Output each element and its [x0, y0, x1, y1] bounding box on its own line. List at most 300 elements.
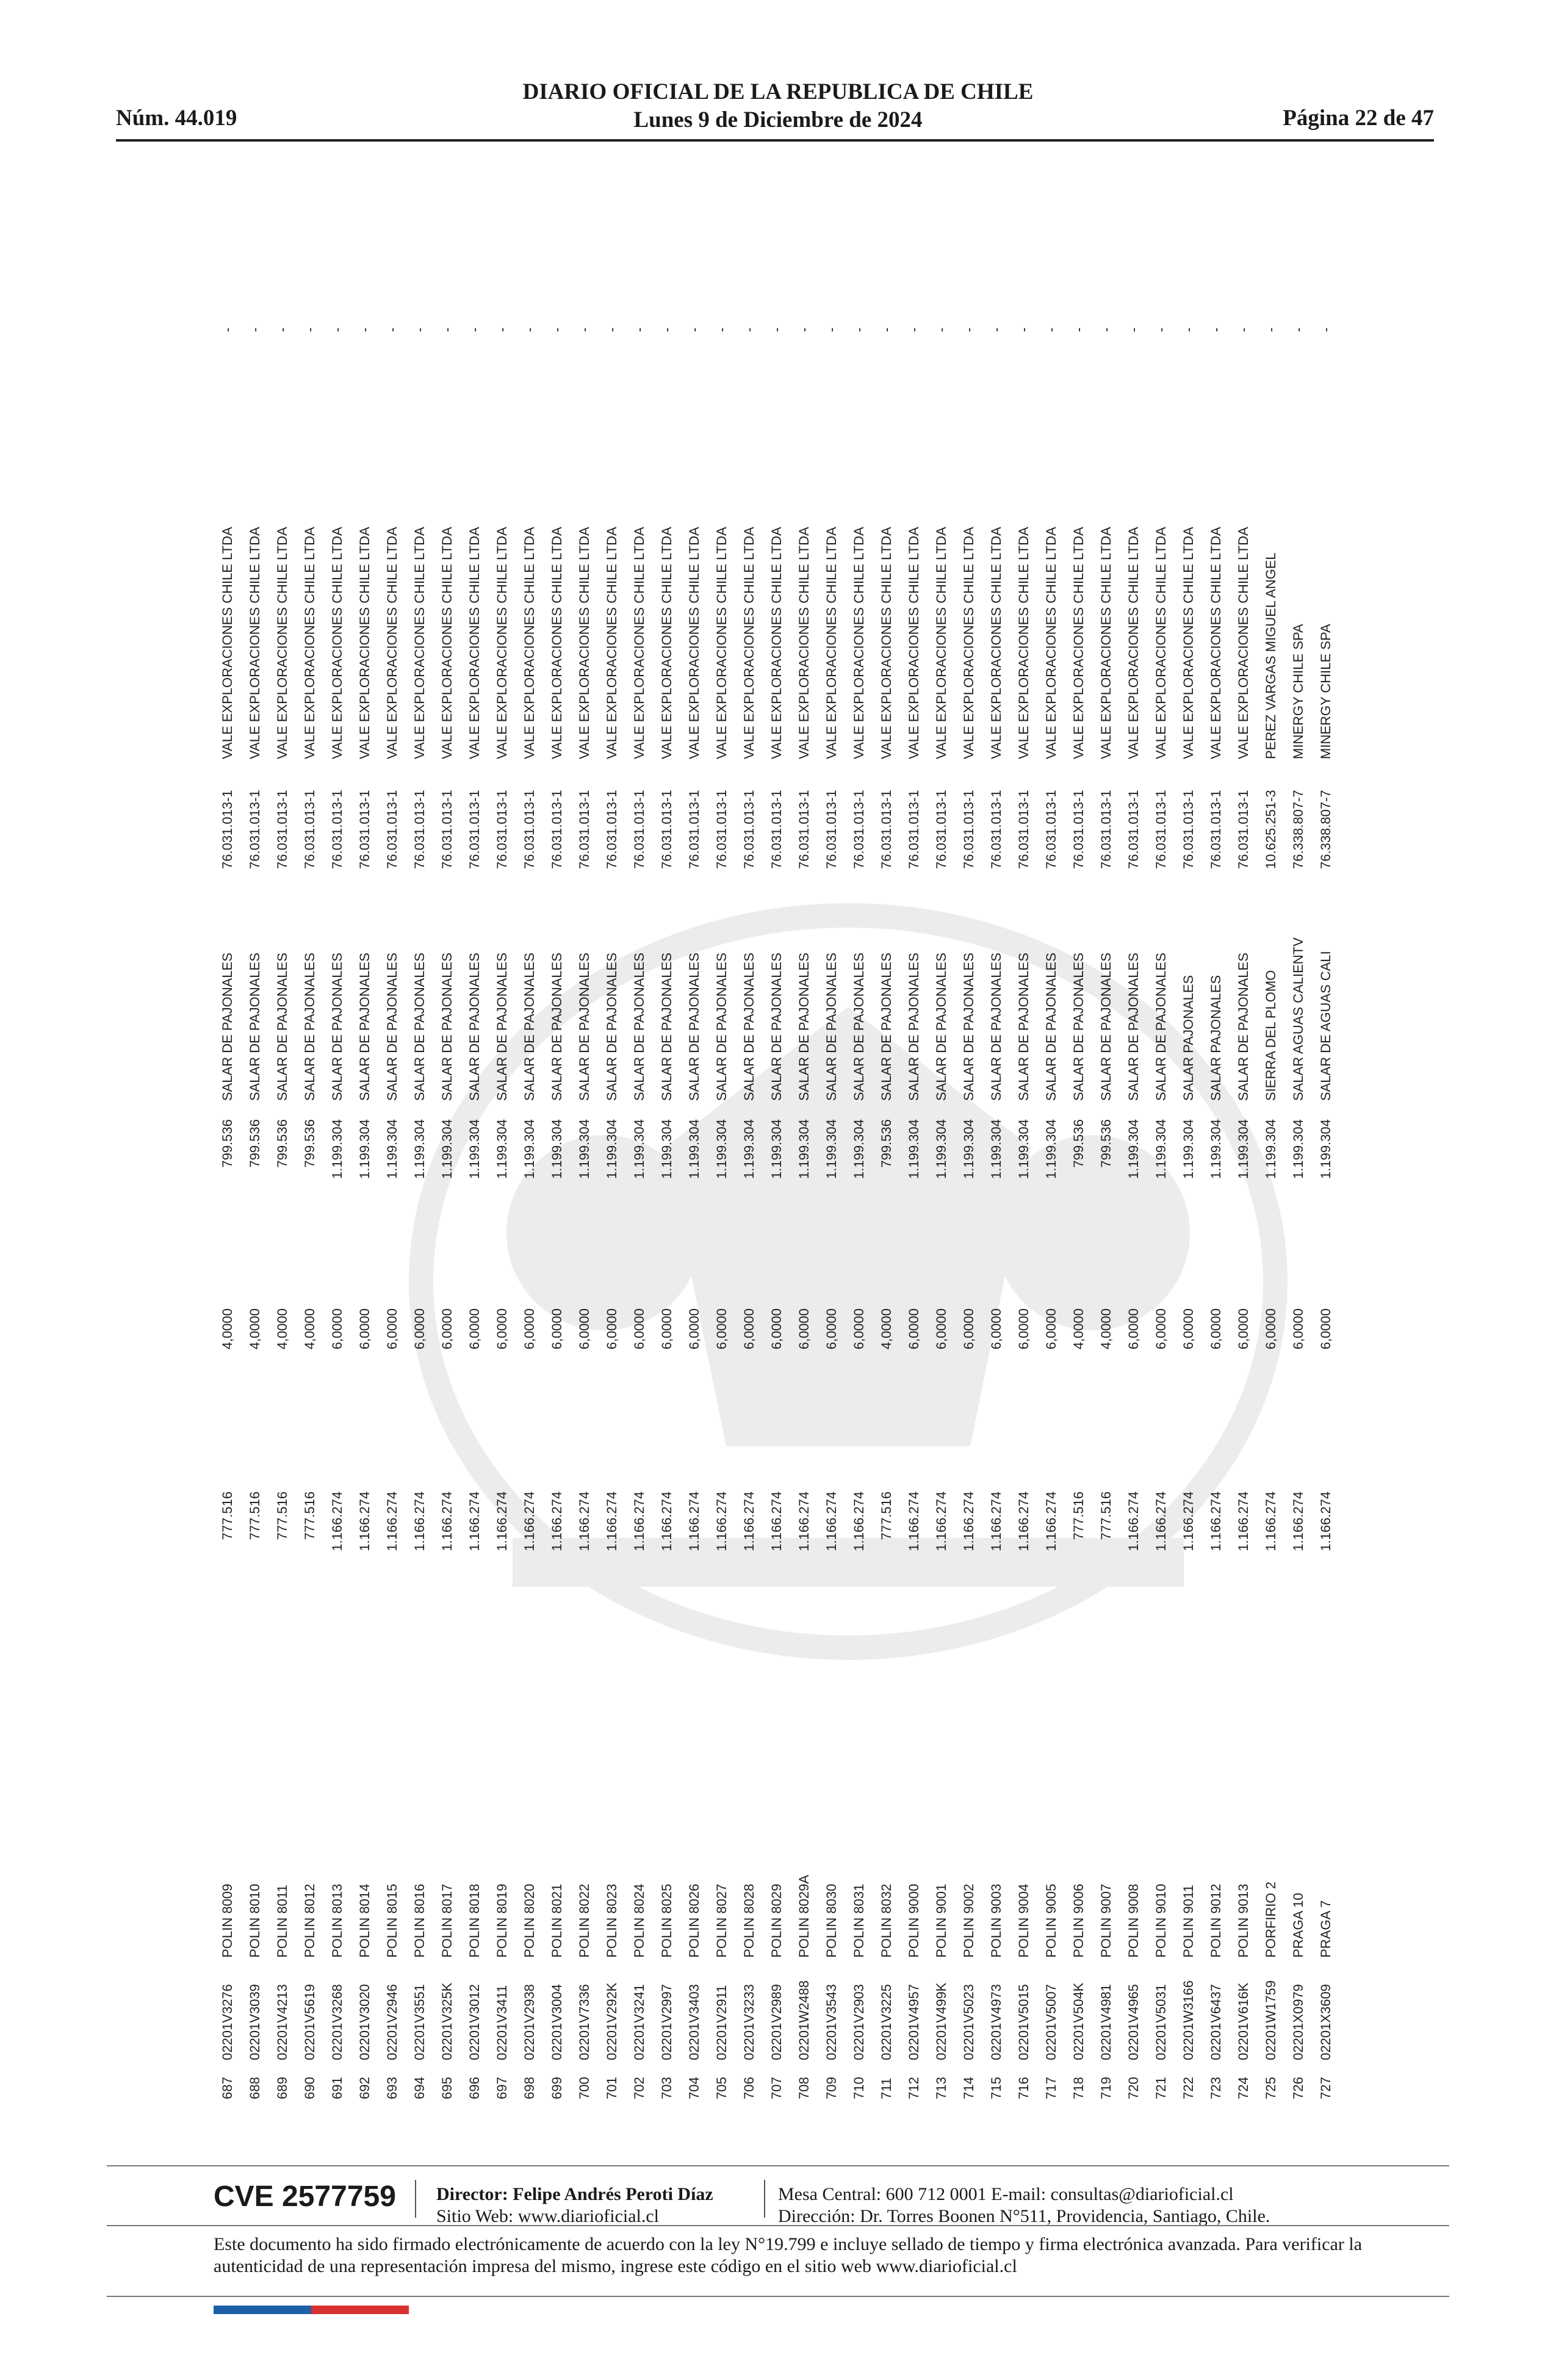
coord-value-3: 1.199.304: [796, 1119, 812, 1179]
owner-rut: 76.031.013-1: [988, 790, 1004, 869]
coord-value-3: 799.536: [274, 1119, 290, 1168]
table-row: [1230, 207, 1257, 2099]
concession-name: POLIN 9012: [1208, 1883, 1223, 1958]
concession-code: 02201V292K: [603, 1982, 619, 2060]
salar-name: SALAR PAJONALES: [1208, 975, 1223, 1101]
coord-value-3: 1.199.304: [356, 1119, 372, 1179]
concession-name: POLIN 8016: [411, 1883, 427, 1958]
owner-name: MINERGY CHILE SPA: [1290, 624, 1306, 759]
coord-value-3: 1.199.304: [329, 1119, 345, 1179]
coord-value-3: 1.199.304: [933, 1119, 949, 1179]
empty-marker: -: [603, 327, 619, 332]
owner-rut: 76.031.013-1: [1125, 790, 1141, 869]
concession-name: POLIN 9002: [960, 1883, 976, 1958]
salar-name: SALAR DE PAJONALES: [768, 953, 784, 1101]
address: Dirección: Dr. Torres Boonen N°511, Providencia, Santiago, Chile.: [778, 2206, 1270, 2226]
salar-name: SALAR DE PAJONALES: [219, 953, 235, 1101]
concession-name: POLIN 8029A: [796, 1875, 812, 1958]
salar-name: SALAR DE PAJONALES: [603, 953, 619, 1101]
salar-name: SALAR AGUAS CALIENTV: [1290, 937, 1306, 1101]
salar-name: SALAR DE PAJONALES: [631, 953, 647, 1101]
coord-value-3: 1.199.304: [851, 1119, 866, 1179]
coord-value-1: 1.166.274: [851, 1491, 866, 1551]
concession-code: 02201V3276: [219, 1984, 235, 2060]
coord-value-3: 1.199.304: [549, 1119, 564, 1179]
owner-name: VALE EXPLORACIONES CHILE LTDA: [1125, 527, 1141, 759]
owner-name: VALE EXPLORACIONES CHILE LTDA: [549, 527, 564, 759]
row-number: 723: [1208, 2077, 1223, 2099]
concession-code: 02201V3020: [356, 1984, 372, 2060]
salar-name: SALAR DE PAJONALES: [713, 953, 729, 1101]
footer-separator: [415, 2180, 416, 2218]
concession-code: 02201V3411: [494, 1985, 510, 2060]
concession-name: POLIN 8026: [686, 1883, 702, 1958]
concession-name: POLIN 8018: [466, 1883, 482, 1958]
coord-value-3: 799.536: [1070, 1119, 1086, 1168]
row-number: 691: [329, 2077, 345, 2099]
flag-blue-stripe: [214, 2306, 311, 2314]
row-number: 719: [1098, 2077, 1114, 2099]
salar-name: SALAR DE PAJONALES: [1015, 953, 1031, 1101]
salar-name: SALAR DE PAJONALES: [823, 953, 839, 1101]
concession-code: 02201V2997: [658, 1984, 674, 2060]
concession-code: 02201V3225: [878, 1984, 894, 2060]
concession-name: POLIN 9013: [1235, 1883, 1251, 1958]
coord-value-3: 1.199.304: [1180, 1119, 1196, 1179]
salar-name: SALAR DE PAJONALES: [851, 953, 866, 1101]
salar-name: SALAR DE PAJONALES: [1098, 953, 1114, 1101]
footer-divider-bottom: [107, 2296, 1449, 2297]
row-number: 694: [411, 2077, 427, 2099]
empty-marker: -: [1180, 327, 1196, 332]
row-number: 716: [1015, 2077, 1031, 2099]
empty-marker: -: [631, 327, 647, 332]
table-row: [323, 207, 351, 2099]
concession-name: POLIN 9007: [1098, 1883, 1114, 1958]
empty-marker: -: [1317, 327, 1333, 332]
concession-name: POLIN 9003: [988, 1883, 1004, 1958]
concession-name: POLIN 8027: [713, 1883, 729, 1958]
concession-code: 02201V4965: [1125, 1984, 1141, 2060]
footer-separator: [764, 2180, 765, 2218]
owner-name: VALE EXPLORACIONES CHILE LTDA: [356, 527, 372, 759]
coord-value-3: 1.199.304: [576, 1119, 592, 1179]
concession-code: 02201V3268: [329, 1984, 345, 2060]
concession-name: POLIN 9005: [1043, 1883, 1059, 1958]
coord-value-1: 1.166.274: [603, 1491, 619, 1551]
coord-value-1: 1.166.274: [906, 1491, 921, 1551]
coord-value-1: 1.166.274: [933, 1491, 949, 1551]
owner-rut: 76.031.013-1: [768, 790, 784, 869]
salar-name: SALAR DE PAJONALES: [356, 953, 372, 1101]
owner-rut: 76.031.013-1: [878, 790, 894, 869]
coord-value-2: 6,0000: [686, 1308, 702, 1350]
table-row: [241, 207, 268, 2099]
owner-rut: 76.031.013-1: [576, 790, 592, 869]
owner-name: VALE EXPLORACIONES CHILE LTDA: [713, 527, 729, 759]
footer-director-block: [436, 2183, 713, 2227]
concession-code: 02201V3543: [823, 1984, 839, 2060]
row-number: 712: [906, 2077, 921, 2099]
concession-code: 02201V2989: [768, 1984, 784, 2060]
salar-name: SALAR DE PAJONALES: [1153, 953, 1169, 1101]
publication-date: Lunes 9 de Diciembre de 2024: [633, 107, 923, 132]
coord-value-1: 1.166.274: [1317, 1491, 1333, 1551]
footer-contact-block: [778, 2183, 1270, 2227]
owner-rut: 76.031.013-1: [356, 790, 372, 869]
coord-value-2: 6,0000: [576, 1308, 592, 1350]
row-number: 700: [576, 2077, 592, 2099]
row-number: 717: [1043, 2077, 1059, 2099]
empty-marker: -: [1235, 327, 1251, 332]
publication-title: DIARIO OFICIAL DE LA REPUBLICA DE CHILE: [522, 79, 1034, 104]
coord-value-3: 1.199.304: [1208, 1119, 1223, 1179]
coord-value-3: 1.199.304: [1015, 1119, 1031, 1179]
coord-value-3: 799.536: [1098, 1119, 1114, 1168]
salar-name: SALAR DE PAJONALES: [658, 953, 674, 1101]
table-row: [790, 207, 818, 2099]
owner-rut: 76.031.013-1: [906, 790, 921, 869]
coord-value-2: 6,0000: [603, 1308, 619, 1350]
salar-name: SALAR DE PAJONALES: [878, 953, 894, 1101]
table-row: [625, 207, 653, 2099]
coord-value-1: 1.166.274: [1015, 1491, 1031, 1551]
coord-value-1: 1.166.274: [796, 1491, 812, 1551]
owner-rut: 76.031.013-1: [713, 790, 729, 869]
coord-value-3: 1.199.304: [411, 1119, 427, 1179]
empty-marker: -: [713, 327, 729, 332]
salar-name: SALAR DE PAJONALES: [494, 953, 510, 1101]
owner-rut: 76.031.013-1: [658, 790, 674, 869]
table-row: [1010, 207, 1037, 2099]
concession-code: 02201V7336: [576, 1984, 592, 2060]
coord-value-1: 1.166.274: [494, 1491, 510, 1551]
owner-rut: 76.031.013-1: [603, 790, 619, 869]
coord-value-3: 799.536: [301, 1119, 317, 1168]
table-row: [1120, 207, 1147, 2099]
row-number: 706: [741, 2077, 757, 2099]
owner-rut: 76.031.013-1: [247, 790, 262, 869]
empty-marker: -: [466, 327, 482, 332]
coord-value-3: 1.199.304: [960, 1119, 976, 1179]
coord-value-3: 1.199.304: [768, 1119, 784, 1179]
coord-value-1: 1.166.274: [1180, 1491, 1196, 1551]
coord-value-2: 4,0000: [1098, 1308, 1114, 1350]
row-number: 698: [521, 2077, 537, 2099]
empty-marker: -: [933, 327, 949, 332]
coord-value-3: 1.199.304: [631, 1119, 647, 1179]
owner-name: VALE EXPLORACIONES CHILE LTDA: [988, 527, 1004, 759]
owner-name: VALE EXPLORACIONES CHILE LTDA: [878, 527, 894, 759]
coord-value-2: 6,0000: [768, 1308, 784, 1350]
coord-value-2: 6,0000: [411, 1308, 427, 1350]
coord-value-2: 6,0000: [713, 1308, 729, 1350]
owner-rut: 76.031.013-1: [1043, 790, 1059, 869]
concession-code: 02201V2911: [713, 1985, 729, 2060]
coord-value-1: 1.166.274: [1043, 1491, 1059, 1551]
table-row: [927, 207, 955, 2099]
table-row: [296, 207, 323, 2099]
row-number: 705: [713, 2077, 729, 2099]
coord-value-1: 1.166.274: [549, 1491, 564, 1551]
table-row: [763, 207, 790, 2099]
coord-value-2: 6,0000: [384, 1308, 400, 1350]
table-row: [1284, 207, 1312, 2099]
concession-name: POLIN 9000: [906, 1883, 921, 1958]
coord-value-2: 6,0000: [1317, 1308, 1333, 1350]
concession-name: PORFIRIO 2: [1262, 1881, 1278, 1958]
table-row: [1175, 207, 1202, 2099]
salar-name: SALAR DE PAJONALES: [549, 953, 564, 1101]
row-number: 687: [219, 2077, 235, 2099]
coord-value-2: 6,0000: [631, 1308, 647, 1350]
owner-rut: 76.031.013-1: [549, 790, 564, 869]
owner-rut: 76.031.013-1: [1070, 790, 1086, 869]
table-row: [1092, 207, 1120, 2099]
owner-rut: 76.031.013-1: [411, 790, 427, 869]
coord-value-2: 6,0000: [494, 1308, 510, 1350]
concession-name: PRAGA 7: [1317, 1900, 1333, 1958]
row-number: 703: [658, 2077, 674, 2099]
coord-value-2: 4,0000: [878, 1308, 894, 1350]
owner-name: MINERGY CHILE SPA: [1317, 624, 1333, 759]
owner-name: VALE EXPLORACIONES CHILE LTDA: [576, 527, 592, 759]
row-number: 714: [960, 2077, 976, 2099]
owner-rut: 76.031.013-1: [1098, 790, 1114, 869]
table-row: [268, 207, 296, 2099]
coord-value-1: 1.166.274: [768, 1491, 784, 1551]
owner-name: VALE EXPLORACIONES CHILE LTDA: [851, 527, 866, 759]
coord-value-3: 1.199.304: [1317, 1119, 1333, 1179]
row-number: 709: [823, 2077, 839, 2099]
owner-rut: 76.031.013-1: [1235, 790, 1251, 869]
row-number: 707: [768, 2077, 784, 2099]
row-number: 720: [1125, 2077, 1141, 2099]
coord-value-2: 4,0000: [274, 1308, 290, 1350]
coord-value-3: 1.199.304: [1262, 1119, 1278, 1179]
concessions-table: [214, 207, 1336, 2099]
salar-name: SALAR DE PAJONALES: [274, 953, 290, 1101]
owner-name: VALE EXPLORACIONES CHILE LTDA: [329, 527, 345, 759]
table-row: [1065, 207, 1092, 2099]
table-row: [433, 207, 461, 2099]
coord-value-3: 1.199.304: [686, 1119, 702, 1179]
coord-value-1: 1.166.274: [658, 1491, 674, 1551]
salar-name: SALAR DE AGUAS CALI: [1317, 951, 1333, 1101]
salar-name: SALAR DE PAJONALES: [411, 953, 427, 1101]
concession-code: 02201W1759: [1262, 1980, 1278, 2060]
coord-value-2: 6,0000: [1153, 1308, 1169, 1350]
concession-code: 02201V2946: [384, 1984, 400, 2060]
empty-marker: -: [1098, 327, 1114, 332]
row-number: 693: [384, 2077, 400, 2099]
coord-value-2: 6,0000: [823, 1308, 839, 1350]
concession-name: PRAGA 10: [1290, 1892, 1306, 1958]
concession-code: 02201V616K: [1235, 1982, 1251, 2060]
header-divider: [116, 139, 1434, 142]
owner-name: VALE EXPLORACIONES CHILE LTDA: [631, 527, 647, 759]
row-number: 701: [603, 2077, 619, 2099]
coord-value-1: 1.166.274: [576, 1491, 592, 1551]
coord-value-2: 6,0000: [466, 1308, 482, 1350]
owner-rut: 76.031.013-1: [274, 790, 290, 869]
table-row: [1257, 207, 1284, 2099]
coord-value-1: 1.166.274: [686, 1491, 702, 1551]
owner-rut: 76.031.013-1: [631, 790, 647, 869]
owner-rut: 76.031.013-1: [329, 790, 345, 869]
coord-value-2: 6,0000: [1290, 1308, 1306, 1350]
empty-marker: -: [1125, 327, 1141, 332]
concession-name: POLIN 8012: [301, 1883, 317, 1958]
coord-value-3: 1.199.304: [713, 1119, 729, 1179]
owner-name: VALE EXPLORACIONES CHILE LTDA: [1098, 527, 1114, 759]
salar-name: SALAR DE PAJONALES: [796, 953, 812, 1101]
website-text[interactable]: Sitio Web: www.diarioficial.cl: [436, 2206, 660, 2226]
row-number: 688: [247, 2077, 262, 2099]
coord-value-1: 1.166.274: [384, 1491, 400, 1551]
owner-rut: 76.031.013-1: [1015, 790, 1031, 869]
coord-value-1: 1.166.274: [329, 1491, 345, 1551]
coord-value-3: 1.199.304: [466, 1119, 482, 1179]
coord-value-2: 6,0000: [1180, 1308, 1196, 1350]
coord-value-3: 1.199.304: [494, 1119, 510, 1179]
concession-code: 02201V2938: [521, 1984, 537, 2060]
empty-marker: -: [247, 327, 262, 332]
empty-marker: -: [521, 327, 537, 332]
salar-name: SALAR DE PAJONALES: [1235, 953, 1251, 1101]
owner-name: VALE EXPLORACIONES CHILE LTDA: [960, 527, 976, 759]
row-number: 724: [1235, 2077, 1251, 2099]
owner-name: VALE EXPLORACIONES CHILE LTDA: [933, 527, 949, 759]
table-row: [982, 207, 1010, 2099]
coord-value-1: 777.516: [878, 1491, 894, 1540]
owner-name: VALE EXPLORACIONES CHILE LTDA: [823, 527, 839, 759]
row-number: 710: [851, 2077, 866, 2099]
concession-code: 02201V5015: [1015, 1984, 1031, 2060]
owner-rut: 76.031.013-1: [521, 790, 537, 869]
salar-name: SALAR DE PAJONALES: [933, 953, 949, 1101]
table-row: [653, 207, 680, 2099]
salar-name: SALAR DE PAJONALES: [384, 953, 400, 1101]
cve-code: CVE 2577759: [214, 2180, 396, 2213]
coord-value-2: 6,0000: [796, 1308, 812, 1350]
empty-marker: -: [1262, 327, 1278, 332]
table-row: [680, 207, 708, 2099]
owner-name: VALE EXPLORACIONES CHILE LTDA: [1180, 527, 1196, 759]
coord-value-2: 6,0000: [329, 1308, 345, 1350]
table-row: [1037, 207, 1065, 2099]
owner-rut: 76.031.013-1: [933, 790, 949, 869]
owner-name: VALE EXPLORACIONES CHILE LTDA: [1043, 527, 1059, 759]
salar-name: SALAR DE PAJONALES: [1070, 953, 1086, 1101]
coord-value-1: 1.166.274: [823, 1491, 839, 1551]
concession-name: POLIN 9008: [1125, 1883, 1141, 1958]
coord-value-2: 6,0000: [521, 1308, 537, 1350]
issue-number: Núm. 44.019: [116, 106, 237, 131]
empty-marker: -: [494, 327, 510, 332]
coord-value-1: 1.166.274: [741, 1491, 757, 1551]
coord-value-1: 1.166.274: [713, 1491, 729, 1551]
table-row: [845, 207, 873, 2099]
concession-code: 02201V5031: [1153, 1984, 1169, 2060]
owner-name: VALE EXPLORACIONES CHILE LTDA: [1208, 527, 1223, 759]
empty-marker: -: [851, 327, 866, 332]
owner-name: VALE EXPLORACIONES CHILE LTDA: [1070, 527, 1086, 759]
salar-name: SALAR DE PAJONALES: [988, 953, 1004, 1101]
coord-value-3: 1.199.304: [1043, 1119, 1059, 1179]
concession-code: 02201V499K: [933, 1982, 949, 2060]
concession-name: POLIN 9006: [1070, 1883, 1086, 1958]
coord-value-3: 1.199.304: [521, 1119, 537, 1179]
owner-name: VALE EXPLORACIONES CHILE LTDA: [521, 527, 537, 759]
coord-value-2: 6,0000: [658, 1308, 674, 1350]
row-number: 696: [466, 2077, 482, 2099]
row-number: 726: [1290, 2077, 1306, 2099]
owner-rut: 76.031.013-1: [960, 790, 976, 869]
footer-divider-middle: [107, 2225, 1449, 2226]
coord-value-2: 6,0000: [549, 1308, 564, 1350]
row-number: 721: [1153, 2077, 1169, 2099]
row-number: 708: [796, 2077, 812, 2099]
concession-name: POLIN 8023: [603, 1883, 619, 1958]
coord-value-1: 1.166.274: [631, 1491, 647, 1551]
concession-code: 02201W2488: [796, 1980, 812, 2060]
row-number: 702: [631, 2077, 647, 2099]
salar-name: SALAR DE PAJONALES: [960, 953, 976, 1101]
coord-value-1: 1.166.274: [411, 1491, 427, 1551]
owner-name: VALE EXPLORACIONES CHILE LTDA: [466, 527, 482, 759]
coord-value-3: 1.199.304: [384, 1119, 400, 1179]
coord-value-3: 1.199.304: [439, 1119, 455, 1179]
coord-value-1: 1.166.274: [356, 1491, 372, 1551]
owner-name: VALE EXPLORACIONES CHILE LTDA: [686, 527, 702, 759]
coord-value-1: 1.166.274: [1262, 1491, 1278, 1551]
row-number: 727: [1317, 2077, 1333, 2099]
coord-value-1: 1.166.274: [1125, 1491, 1141, 1551]
coord-value-3: 1.199.304: [1235, 1119, 1251, 1179]
owner-rut: 76.031.013-1: [494, 790, 510, 869]
coord-value-2: 6,0000: [1125, 1308, 1141, 1350]
concession-name: POLIN 8021: [549, 1883, 564, 1958]
owner-name: VALE EXPLORACIONES CHILE LTDA: [796, 527, 812, 759]
coord-value-3: 799.536: [219, 1119, 235, 1168]
coord-value-2: 4,0000: [219, 1308, 235, 1350]
owner-rut: 76.031.013-1: [1180, 790, 1196, 869]
coord-value-3: 1.199.304: [1153, 1119, 1169, 1179]
concession-name: POLIN 8022: [576, 1883, 592, 1958]
phone-email[interactable]: Mesa Central: 600 712 0001 E-mail: consultas@diarioficial.cl: [778, 2184, 1234, 2204]
empty-marker: -: [1208, 327, 1223, 332]
concession-name: POLIN 8014: [356, 1883, 372, 1958]
owner-rut: 76.031.013-1: [219, 790, 235, 869]
salar-name: SALAR DE PAJONALES: [906, 953, 921, 1101]
concession-code: 02201V504K: [1070, 1982, 1086, 2060]
coord-value-3: 799.536: [247, 1119, 262, 1168]
owner-rut: 76.031.013-1: [301, 790, 317, 869]
coord-value-2: 6,0000: [1015, 1308, 1031, 1350]
owner-name: PEREZ VARGAS MIGUEL ANGEL: [1262, 552, 1278, 759]
owner-name: VALE EXPLORACIONES CHILE LTDA: [219, 527, 235, 759]
coord-value-1: 777.516: [1098, 1491, 1114, 1540]
empty-marker: -: [576, 327, 592, 332]
table-row: [1312, 207, 1339, 2099]
table-row: [351, 207, 378, 2099]
concession-code: 02201V3012: [466, 1984, 482, 2060]
footer-divider-top: [107, 2165, 1449, 2166]
empty-marker: -: [823, 327, 839, 332]
flag-red-stripe: [311, 2306, 409, 2314]
owner-name: VALE EXPLORACIONES CHILE LTDA: [768, 527, 784, 759]
